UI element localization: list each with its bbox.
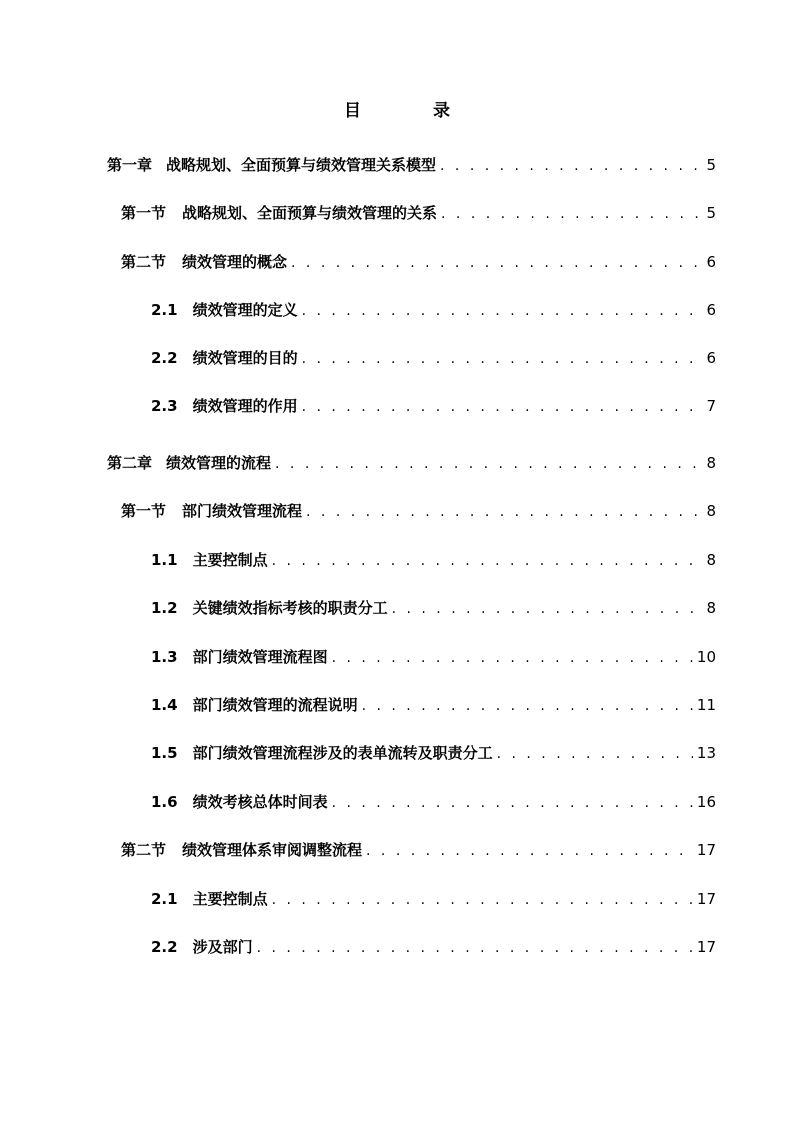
toc-entry-number: 2.1 — [151, 890, 178, 908]
toc-heading-char-2: 录 — [433, 101, 450, 121]
toc-entry-section-2-2[interactable] — [121, 839, 716, 861]
toc-entry-title: 战略规划、全面预算与绩效管理关系模型 — [166, 156, 437, 174]
toc-entry-subsection-2-3[interactable] — [151, 395, 716, 417]
toc-entry-number: 1.6 — [151, 793, 178, 811]
toc-dot-leader — [302, 348, 703, 370]
toc-entry-subsection-2-1[interactable] — [151, 299, 716, 321]
toc-entry-number: 第二章 — [107, 454, 153, 472]
toc-entry-title: 绩效考核总体时间表 — [192, 793, 328, 811]
toc-entry-number: 1.3 — [151, 648, 178, 666]
toc-entry-title: 部门绩效管理的流程说明 — [192, 696, 358, 714]
toc-entry-number: 2.2 — [151, 349, 178, 367]
toc-entry-title: 部门绩效管理流程涉及的表单流转及职责分工 — [192, 744, 493, 762]
toc-entry-number: 第二节 — [121, 253, 167, 271]
toc-dot-leader — [440, 155, 702, 177]
toc-dot-leader — [272, 889, 693, 911]
toc-entry-subsection-2-2[interactable] — [151, 347, 716, 369]
toc-dot-leader — [441, 203, 702, 225]
toc-entry-number: 1.5 — [151, 744, 178, 762]
toc-dot-leader — [306, 501, 702, 523]
toc-entry-title: 绩效管理的目的 — [192, 349, 298, 367]
toc-entry-title: 主要控制点 — [192, 890, 268, 908]
toc-entry-chapter-1[interactable] — [107, 154, 716, 176]
toc-entry-number: 第二节 — [121, 841, 167, 859]
toc-entry-number: 2.1 — [151, 301, 178, 319]
toc-entry-title: 绩效管理体系审阅调整流程 — [182, 841, 363, 859]
toc-entry-number: 第一章 — [107, 156, 153, 174]
toc-heading-char-1: 目 — [344, 101, 361, 121]
toc-entry-page: 6 — [706, 253, 716, 271]
toc-dot-leader — [302, 300, 703, 322]
toc-entry-number: 2.2 — [151, 938, 178, 956]
toc-entry-page: 11 — [696, 696, 716, 714]
toc-entry-section-1-1[interactable] — [121, 202, 716, 224]
toc-entry-number: 第一节 — [121, 502, 167, 520]
toc-entry-page: 6 — [706, 301, 716, 319]
toc-dot-leader — [291, 252, 702, 274]
toc-entry-section-1-2[interactable] — [121, 251, 716, 273]
toc-entry-title: 绩效管理的定义 — [192, 301, 298, 319]
toc-entry-page: 8 — [706, 502, 716, 520]
toc-entry-title: 绩效管理的作用 — [192, 397, 298, 415]
toc-entry-number: 第一节 — [121, 204, 167, 222]
toc-dot-leader — [392, 598, 703, 620]
toc-entry-number: 2.3 — [151, 397, 178, 415]
toc-entry-number: 1.1 — [151, 551, 178, 569]
toc-entry-title: 绩效管理的概念 — [182, 253, 288, 271]
toc-entry-page: 8 — [706, 551, 716, 569]
toc-entry-title: 关键绩效指标考核的职责分工 — [192, 599, 388, 617]
toc-entry-page: 8 — [706, 454, 716, 472]
toc-entry-page: 5 — [706, 204, 716, 222]
toc-entry-page: 5 — [706, 156, 716, 174]
toc-entry-number: 1.2 — [151, 599, 178, 617]
toc-entry-subsection-1-6[interactable] — [151, 791, 716, 813]
toc-entry-page: 17 — [696, 938, 716, 956]
toc-entry-page: 13 — [696, 744, 716, 762]
toc-dot-leader — [275, 453, 702, 475]
toc-entry-page: 17 — [696, 841, 716, 859]
toc-dot-leader — [257, 937, 693, 959]
toc-entry-subsection-2-2-1[interactable] — [151, 888, 716, 910]
toc-dot-leader — [332, 792, 693, 814]
toc-entry-page: 6 — [706, 349, 716, 367]
toc-entry-title: 部门绩效管理流程 — [182, 502, 303, 520]
toc-entry-subsection-1-1[interactable] — [151, 549, 716, 571]
toc-entry-title: 主要控制点 — [192, 551, 268, 569]
toc-entry-page: 16 — [696, 793, 716, 811]
toc-entry-subsection-1-4[interactable] — [151, 694, 716, 716]
toc-entry-title: 绩效管理的流程 — [166, 454, 272, 472]
toc-entry-title: 部门绩效管理流程图 — [192, 648, 328, 666]
toc-entry-subsection-1-5[interactable] — [151, 742, 716, 764]
toc-entry-page: 7 — [706, 397, 716, 415]
toc-dot-leader — [362, 695, 693, 717]
toc-entry-title: 战略规划、全面预算与绩效管理的关系 — [182, 204, 438, 222]
toc-dot-leader — [332, 647, 693, 669]
toc-entry-page: 17 — [696, 890, 716, 908]
toc-entry-page: 10 — [696, 648, 716, 666]
toc-entry-subsection-1-3[interactable] — [151, 646, 716, 668]
toc-entry-subsection-2-2-2[interactable] — [151, 936, 716, 958]
toc-dot-leader — [302, 396, 703, 418]
toc-entry-chapter-2[interactable] — [107, 452, 716, 474]
toc-dot-leader — [272, 550, 703, 572]
toc-entry-subsection-1-2[interactable] — [151, 597, 716, 619]
toc-entry-section-2-1[interactable] — [121, 500, 716, 522]
toc-heading — [0, 96, 794, 121]
toc-entry-number: 1.4 — [151, 696, 178, 714]
toc-dot-leader — [366, 840, 693, 862]
toc-entry-title: 涉及部门 — [192, 938, 253, 956]
toc-entry-page: 8 — [706, 599, 716, 617]
toc-dot-leader — [497, 743, 693, 765]
